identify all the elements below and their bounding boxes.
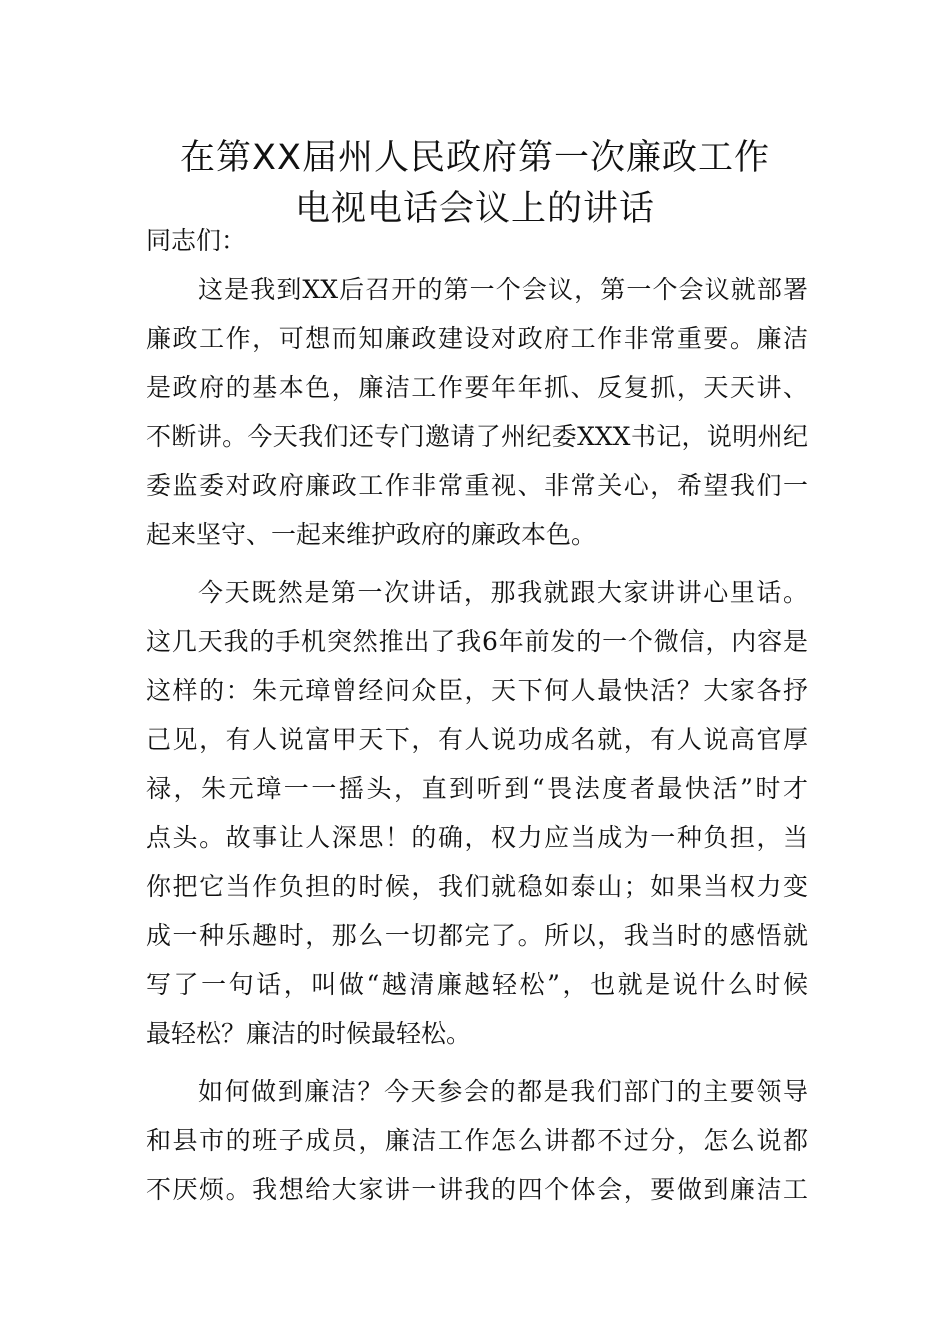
paragraph-line: 不断讲。今天我们还专门邀请了州纪委XXX书记，说明州纪	[146, 422, 808, 451]
paragraph-line: 你把它当作负担的时候，我们就稳如泰山；如果当权力变	[146, 872, 808, 901]
paragraph-line: 这样的：朱元璋曾经问众臣，天下何人最快活？大家各抒	[146, 676, 808, 705]
paragraph-line: 起来坚守、一起来维护政府的廉政本色。	[146, 520, 597, 549]
paragraph-line: 最轻松？廉洁的时候最轻松。	[146, 1019, 472, 1048]
document-title-line-2: 电视电话会议上的讲话	[294, 189, 655, 229]
paragraph-line: 这是我到XX后召开的第一个会议，第一个会议就部署	[198, 275, 808, 304]
paragraph-line: 不厌烦。我想给大家讲一讲我的四个体会，要做到廉洁工	[146, 1175, 808, 1204]
paragraph-line: 写了一句话，叫做“越清廉越轻松”，也就是说什么时候	[146, 970, 808, 999]
paragraph-line: 是政府的基本色，廉洁工作要年年抓、反复抓，天天讲、	[146, 373, 808, 402]
paragraph-line: 禄，朱元璋一一摇头，直到听到“畏法度者最快活”时才	[146, 774, 808, 803]
paragraph-line: 今天既然是第一次讲话，那我就跟大家讲讲心里话。	[198, 578, 808, 607]
paragraph-line: 成一种乐趣时，那么一切都完了。所以，我当时的感悟就	[146, 921, 808, 950]
paragraph-line: 如何做到廉洁？今天参会的都是我们部门的主要领导	[198, 1077, 808, 1106]
paragraph-line: 委监委对政府廉政工作非常重视、非常关心，希望我们一	[146, 471, 808, 500]
document-title-line-1: 在第XX届州人民政府第一次廉政工作	[180, 138, 770, 178]
paragraph-line: 廉政工作，可想而知廉政建设对政府工作非常重要。廉洁	[146, 324, 808, 353]
paragraph-line: 己见，有人说富甲天下，有人说功成名就，有人说高官厚	[146, 725, 808, 754]
paragraph-line: 点头。故事让人深思！的确，权力应当成为一种负担，当	[146, 823, 808, 852]
paragraph-line: 和县市的班子成员，廉洁工作怎么讲都不过分，怎么说都	[146, 1126, 808, 1155]
salutation: 同志们：	[146, 226, 247, 255]
paragraph-line: 这几天我的手机突然推出了我6年前发的一个微信，内容是	[146, 627, 808, 656]
